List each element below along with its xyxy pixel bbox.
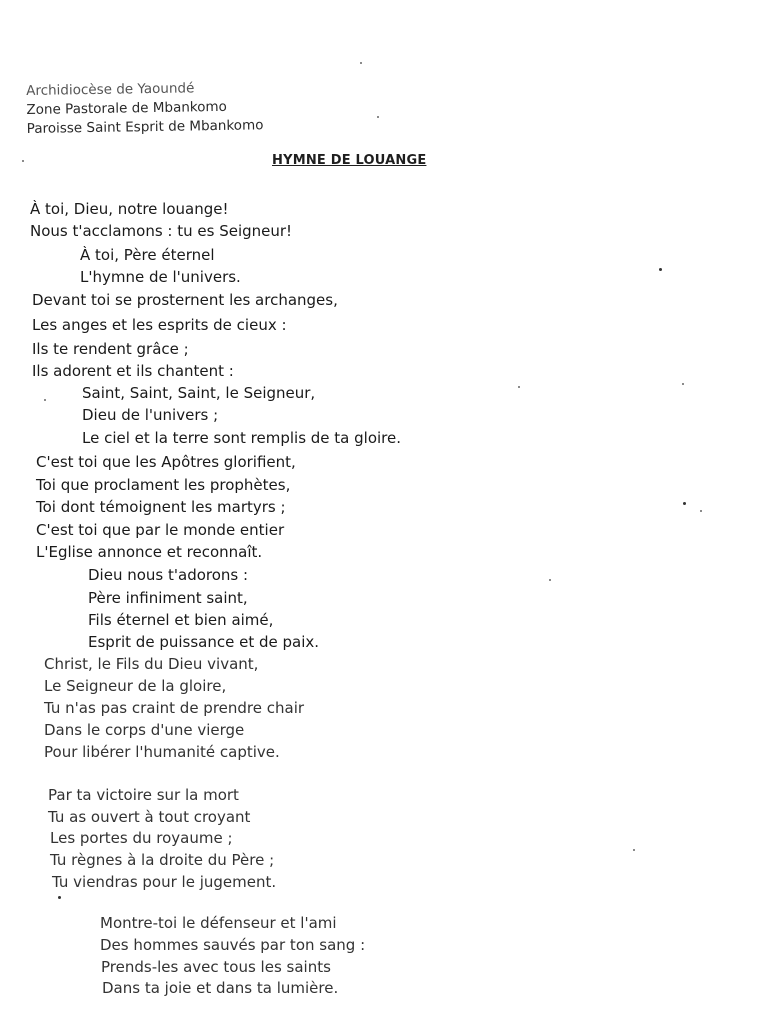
hymn-line: C'est toi que les Apôtres glorifient, [36,453,296,471]
scan-speck [700,510,702,512]
archdiocese-line: Archidiocèse de Yaoundé [26,80,195,99]
hymn-line: À toi, Père éternel [80,246,215,264]
hymn-line: Dans le corps d'une vierge [44,721,245,739]
hymn-line: À toi, Dieu, notre louange! [30,200,229,218]
hymn-line: Pour libérer l'humanité captive. [44,743,280,761]
hymn-line: Le Seigneur de la gloire, [44,677,227,695]
hymn-line: Les portes du royaume ; [50,829,233,847]
hymn-line: Christ, le Fils du Dieu vivant, [44,655,259,673]
hymn-line: Les anges et les esprits de cieux : [32,316,287,334]
scan-speck [44,399,46,401]
hymn-line: Toi dont témoignent les martyrs ; [36,498,286,516]
scan-speck [377,116,379,118]
hymn-line: Dieu de l'univers ; [82,406,219,424]
hymn-line: L'Eglise annonce et reconnaît. [36,543,263,561]
hymn-line: Fils éternel et bien aimé, [88,611,274,629]
hymn-line: Ils te rendent grâce ; [32,340,189,358]
hymn-line: C'est toi que par le monde entier [36,521,285,539]
hymn-line: Père infiniment saint, [88,589,248,607]
hymn-line: Nous t'acclamons : tu es Seigneur! [30,222,293,240]
hymn-line: Tu as ouvert à tout croyant [48,808,251,826]
hymn-line: Dieu nous t'adorons : [88,566,249,584]
scan-speck [659,268,662,271]
parish-line: Paroisse Saint Esprit de Mbankomo [26,117,264,137]
scan-speck [22,160,24,162]
hymn-line: Toi que proclament les prophètes, [36,476,291,494]
hymn-line: Ils adorent et ils chantent : [32,362,234,380]
pastoral-zone-line: Zone Pastorale de Mbankomo [26,98,227,118]
hymn-line: Esprit de puissance et de paix. [88,633,320,651]
hymn-line: Des hommes sauvés par ton sang : [100,936,366,954]
scan-speck [360,62,362,64]
hymn-line: Prends-les avec tous les saints [101,958,331,976]
hymn-line: Saint, Saint, Saint, le Seigneur, [82,384,316,402]
scan-speck [58,896,61,899]
parish-header [26,78,264,139]
scan-speck [683,502,686,505]
hymn-line: L'hymne de l'univers. [80,268,241,286]
hymn-line: Dans ta joie et dans ta lumière. [102,979,339,997]
hymn-line: Le ciel et la terre sont remplis de ta gloire. [82,429,402,447]
hymn-line: Par ta victoire sur la mort [48,786,239,804]
hymn-line: Tu règnes à la droite du Père ; [50,851,275,869]
scan-speck [682,383,684,385]
hymn-line: Tu viendras pour le jugement. [52,873,277,891]
hymn-line: Montre-toi le défenseur et l'ami [100,914,337,932]
hymn-line: Devant toi se prosternent les archanges, [32,291,338,309]
scan-speck [633,849,635,851]
scan-speck [549,579,551,581]
hymn-line: Tu n'as pas craint de prendre chair [44,699,305,717]
scan-speck [518,386,520,388]
hymn-title: HYMNE DE LOUANGE [272,153,427,168]
